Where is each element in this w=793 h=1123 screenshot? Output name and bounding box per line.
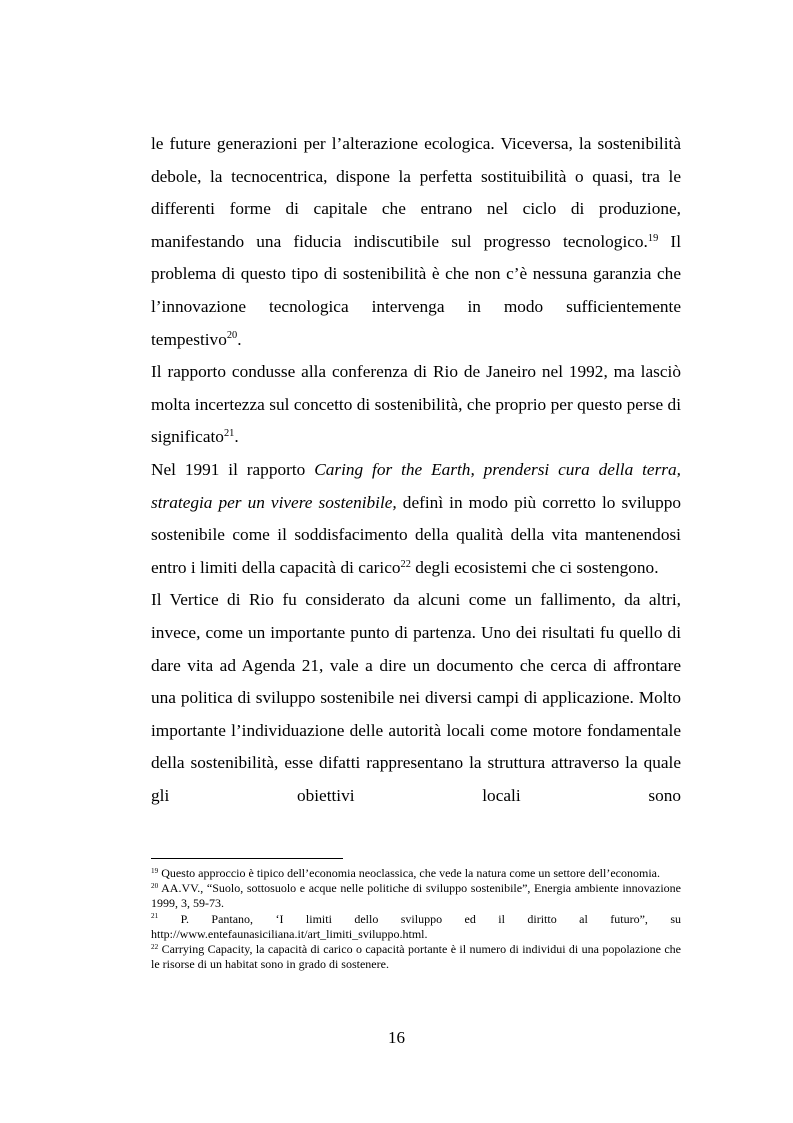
paragraph: [151, 356, 681, 454]
footnote-number: 22: [151, 942, 159, 951]
footnote-ref: 22: [400, 558, 411, 570]
footnotes: [151, 866, 681, 972]
page-number: 16: [388, 1028, 405, 1047]
text-run: degli ecosistemi che ci sostengono.: [410, 557, 659, 577]
footnote-text: AA.VV., “Suolo, sottosuolo e acque nelle politiche di sviluppo sostenibile”, Energia ambiente innovazione 1999, 3, 59-73.: [151, 881, 681, 911]
footnote-number: 20: [151, 881, 159, 890]
footnote: [151, 942, 681, 972]
footnote-text: P. Pantano, ‘I limiti dello sviluppo ed il diritto al futuro”, su http://www.entefaunasiciliana.it/art_limiti_sviluppo.html.: [151, 911, 681, 941]
footnote-text: Carrying Capacity, la capacità di carico o capacità portante è il numero di individui di una popolazione che le risorse di un habitat sono in grado di sostenere.: [151, 942, 681, 972]
footnote: [151, 912, 681, 942]
text-run: .: [234, 427, 239, 447]
paragraph: [151, 584, 681, 812]
footnote-number: 21: [151, 912, 159, 921]
paragraph: [151, 454, 681, 584]
footnote: [151, 881, 681, 911]
report-title: Caring for the Earth, prendersi cura della terra, strategia per un vivere sostenibile,: [151, 459, 681, 512]
body-text: [151, 128, 681, 812]
text-run: Il problema di questo tipo di sostenibilità è che non c’è nessuna garanzia che l’innovazione tecnologica intervenga in modo sufficientemente tempestivo: [151, 231, 681, 349]
footnote-ref: 21: [223, 428, 235, 440]
text-run: le future generazioni per l’alterazione ecologica. Viceversa, la sostenibilità debole, la tecnocentrica, dispone la perfetta sostituibilità o quasi, tra le differenti forme di capitale che entrano nel ciclo di produzione, manifestando una fiducia indiscutibile sul progresso tecnologico.: [151, 134, 681, 251]
footnote-number: 19: [151, 866, 159, 875]
footnote-ref: 19: [647, 232, 659, 244]
text-run: definì in modo più corretto lo sviluppo sostenibile come il soddisfacimento della qualità della vita mantenendosi entro i limiti della capacità di carico: [151, 492, 681, 577]
footnote: [151, 866, 681, 881]
footnote-ref: 20: [226, 330, 238, 342]
text-run: Il rapporto condusse alla conferenza di Rio de Janeiro nel 1992, ma lasciò molta incertezza sul concetto di sostenibilità, che proprio per questo perse di significato: [151, 362, 681, 447]
paragraph: [151, 128, 681, 356]
footnote-text: Questo approccio è tipico dell’economia neoclassica, che vede la natura come un settore dell’economia.: [158, 866, 660, 880]
footnote-separator: [151, 858, 343, 859]
text-run: Il Vertice di Rio fu considerato da alcuni come un fallimento, da altri, invece, come un importante punto di partenza. Uno dei risultati fu quello di dare vita ad Agenda 21, vale a dire un documento che cerca di affrontare una politica di sviluppo sostenibile nei diversi campi di applicazione. Molto importante l’individuazione delle autorità locali come motore fondamentale della sostenibilità, esse difatti rappresentano la struttura attraverso la quale gli obiettivi locali sono: [151, 590, 681, 805]
text-run: Nel 1991 il rapporto: [151, 459, 315, 479]
text-run: .: [237, 329, 242, 349]
